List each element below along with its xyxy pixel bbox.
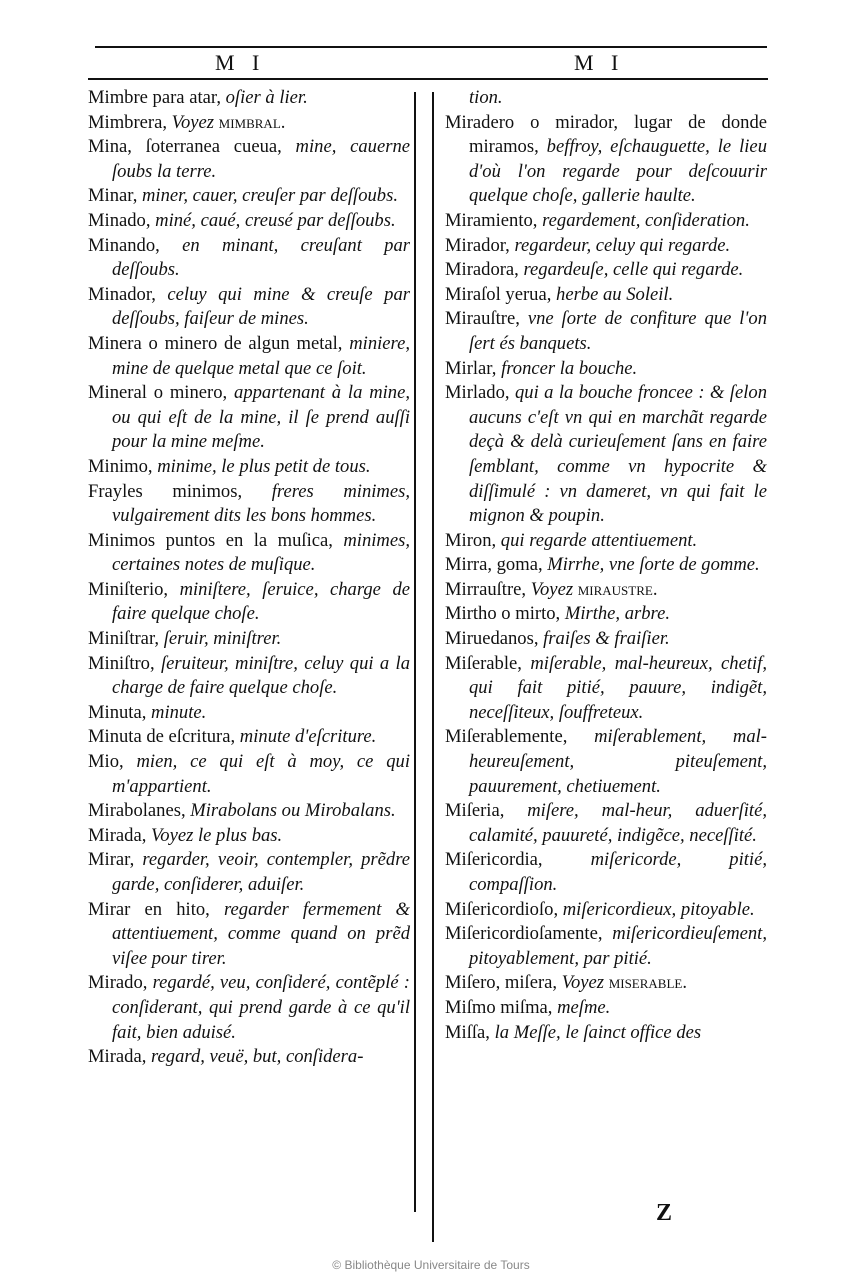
- entry-headword: Minuta de eſcritura,: [88, 726, 240, 748]
- entry-headword: Minando,: [88, 234, 183, 256]
- entry-definition: Mirrhe, vne ſorte de gomme.: [547, 554, 760, 576]
- cross-reference: miſerable.: [608, 972, 688, 994]
- entry-definition: ſeruiteur, miniſtre, celuy qui a la charge de faire quelque choſe.: [112, 652, 411, 699]
- dictionary-entry: [445, 381, 767, 529]
- entry-headword: Mirar en hito,: [88, 898, 224, 920]
- entry-headword: Miſmo miſma,: [445, 996, 558, 1018]
- dictionary-entry: [88, 184, 410, 209]
- dictionary-entry: [88, 234, 410, 283]
- dictionary-entry: [88, 332, 410, 381]
- entry-definition: miniſtere, ſeruice, charge de faire quelque choſe.: [112, 578, 410, 625]
- running-header-left: M I: [215, 50, 266, 75]
- entry-definition: vne ſorte de confiture que l'on ſert és banquets.: [469, 308, 768, 354]
- entry-definition: Voyez: [561, 972, 609, 994]
- dictionary-entry: [445, 848, 767, 897]
- entry-definition: Voyez: [530, 578, 578, 600]
- entry-definition: minime, le plus petit de tous.: [157, 455, 371, 477]
- dictionary-entry: [445, 971, 767, 996]
- entry-headword: Miſericordia,: [445, 849, 591, 871]
- entry-headword: Mirada,: [88, 824, 151, 846]
- entry-headword: Miradero o mirador, lugar de donde miramos,: [445, 111, 767, 158]
- entry-headword: Minador,: [88, 283, 168, 305]
- entry-headword: Minar,: [88, 185, 142, 207]
- entry-definition: miné, caué, creusé par deſſoubs.: [155, 209, 396, 231]
- entry-definition: fraiſes & fraiſier.: [543, 628, 670, 650]
- entry-headword: Mirada,: [88, 1046, 151, 1068]
- dictionary-entry: [88, 725, 410, 750]
- entry-definition: froncer la bouche.: [501, 357, 638, 379]
- dictionary-entry: [88, 971, 410, 1045]
- entry-headword: Mimbre para atar,: [88, 87, 226, 108]
- dictionary-entry: [88, 824, 410, 849]
- entry-definition: mien, ce qui eſt à moy, ce qui m'appartient.: [112, 751, 411, 797]
- dictionary-entry: [445, 996, 767, 1021]
- dictionary-entry: [88, 86, 410, 111]
- dictionary-entry: [445, 283, 767, 308]
- dictionary-entry: [445, 111, 767, 209]
- dictionary-entry: [88, 135, 410, 184]
- header-rule: [88, 78, 768, 80]
- entry-headword: Mirabolanes,: [88, 800, 191, 822]
- dictionary-entry: [88, 283, 410, 332]
- entry-definition: miſere, mal-heur, aduerſité, calamité, pauureté, indigẽce, neceſſité.: [469, 800, 767, 846]
- dictionary-entry: [445, 627, 767, 652]
- dictionary-entry: [445, 898, 767, 923]
- cross-reference: mimbral.: [218, 111, 286, 133]
- entry-headword: Minado,: [88, 209, 156, 231]
- entry-definition: miner, cauer, creuſer par deſſoubs.: [142, 185, 398, 207]
- dictionary-entry: [88, 381, 410, 455]
- entry-headword: Mina, ſoterranea cueua,: [88, 136, 296, 158]
- entry-headword: Miſericordioſo,: [445, 898, 563, 920]
- right-column: [445, 86, 767, 1045]
- entry-definition: appartenant à la mine, ou qui eſt de la mine, il ſe prend auſſi pour la mine meſme.: [112, 382, 410, 453]
- entry-definition: minute d'eſcriture.: [239, 726, 377, 748]
- entry-headword: Miradora,: [445, 259, 524, 281]
- dictionary-entry: [445, 652, 767, 726]
- entry-definition: qui regarde attentiuement.: [500, 529, 698, 551]
- entry-definition: Mirthe, arbre.: [564, 603, 671, 625]
- entry-definition: miſerablement, mal-heureuſement, piteuſement, pauurement, chetiuement.: [469, 726, 767, 797]
- entry-headword: Frayles minimos,: [88, 480, 272, 502]
- entry-definition: miſericordieuſement, pitoyablement, par pitié.: [469, 923, 767, 969]
- entry-headword: Minera o minero de algun metal,: [88, 332, 350, 354]
- entry-definition: miniere, mine de quelque metal que ce ſoit.: [112, 332, 410, 379]
- dictionary-entry: [445, 725, 767, 799]
- top-rule: [95, 46, 767, 48]
- dictionary-entry: [88, 848, 410, 897]
- entry-headword: Minimo,: [88, 455, 158, 477]
- entry-definition: miſerable, mal-heureux, chetif, qui fait pitié, pauure, indigẽt, neceſſiteux, ſouffreteux.: [469, 652, 767, 723]
- dictionary-entry: [88, 111, 410, 136]
- entry-definition: regarder fermement & attentiuement, comme quand on prẽd viſee pour tirer.: [112, 898, 410, 969]
- entry-definition: regardeur, celuy qui regarde.: [514, 234, 731, 256]
- dictionary-entry: [445, 529, 767, 554]
- copyright-notice: © Bibliothèque Universitaire de Tours: [332, 1258, 530, 1272]
- entry-headword: Mimbrera,: [88, 111, 172, 133]
- dictionary-entry: [445, 922, 767, 971]
- dictionary-entry: [88, 898, 410, 972]
- dictionary-entry: [445, 307, 767, 356]
- entry-headword: Minimos puntos en la muſica,: [88, 529, 344, 551]
- dictionary-entry: [445, 578, 767, 603]
- entry-definition: Voyez: [171, 111, 219, 133]
- entry-headword: Miron,: [445, 529, 501, 551]
- dictionary-entry: [88, 701, 410, 726]
- dictionary-entry: [88, 578, 410, 627]
- entry-headword: Miraſol yerua,: [445, 283, 557, 305]
- running-header-right: M I: [574, 50, 625, 75]
- entry-headword: Miſerablemente,: [445, 726, 595, 748]
- signature-mark: Z: [656, 1200, 673, 1226]
- entry-headword: Miſero, miſera,: [445, 972, 562, 994]
- entry-definition: regarder, veoir, contempler, prẽdre garde, conſiderer, aduiſer.: [112, 849, 410, 895]
- column-divider-right: [432, 92, 434, 1242]
- cross-reference: mirauſtre.: [577, 578, 658, 600]
- dictionary-entry: [445, 799, 767, 848]
- dictionary-entry: [88, 1045, 410, 1070]
- entry-definition: oſier à lier.: [225, 87, 308, 108]
- entry-definition: celuy qui mine & creuſe par deſſoubs, faiſeur de mines.: [112, 283, 410, 330]
- entry-headword: Mirador,: [445, 234, 515, 256]
- entry-headword: Miniſtrar,: [88, 628, 164, 650]
- left-column: [88, 86, 410, 1070]
- entry-definition: minimes, certaines notes de muſique.: [112, 529, 410, 576]
- dictionary-entry: [445, 553, 767, 578]
- entry-headword: Mirado,: [88, 972, 153, 994]
- dictionary-entry: [445, 602, 767, 627]
- entry-headword: Miſeria,: [445, 800, 528, 822]
- entry-definition: Mirabolans ou Mirobalans.: [190, 800, 396, 822]
- dictionary-entry: [88, 455, 410, 480]
- entry-headword: Mineral o minero,: [88, 382, 235, 404]
- dictionary-entry: [88, 799, 410, 824]
- entry-continuation: tion.: [469, 87, 503, 108]
- dictionary-entry: [88, 529, 410, 578]
- entry-headword: Mio,: [88, 751, 137, 773]
- entry-headword: Miniſterio,: [88, 578, 180, 600]
- entry-definition: meſme.: [557, 996, 611, 1018]
- dictionary-entry: [445, 234, 767, 259]
- entry-headword: Mirlar,: [445, 357, 502, 379]
- entry-headword: Mirtho o mirto,: [445, 603, 565, 625]
- entry-headword: Miſerable,: [445, 652, 531, 674]
- entry-definition: beffroy, eſchauguette, le lieu d'où l'on regarde pour deſcouurir quelque choſe, gallerie haulte.: [469, 136, 767, 207]
- column-divider-left: [414, 92, 416, 1212]
- entry-definition: ſeruir, miniſtrer.: [163, 628, 282, 650]
- entry-definition: regardé, veu, conſideré, contẽplé : conſiderant, qui prend garde à ce qu'il fait, bien aduisé.: [112, 972, 410, 1043]
- entry-headword: Mirlado,: [445, 382, 515, 404]
- entry-headword: Mirauſtre,: [445, 308, 528, 330]
- entry-definition: minute.: [151, 701, 207, 723]
- entry-headword: Minuta,: [88, 701, 152, 723]
- entry-definition: mine, cauerne ſoubs la terre.: [112, 136, 410, 182]
- entry-definition: regard, veuë, but, conſidera-: [151, 1046, 364, 1068]
- entry-definition: herbe au Soleil.: [556, 283, 674, 305]
- entry-definition: miſericordieux, pitoyable.: [562, 898, 755, 920]
- dictionary-entry: [445, 1021, 767, 1046]
- entry-headword: Miramiento,: [445, 209, 543, 231]
- entry-definition: Voyez le plus bas.: [151, 824, 283, 846]
- entry-headword: Mirra, goma,: [445, 554, 548, 576]
- dictionary-entry: [445, 209, 767, 234]
- entry-headword: Mirrauſtre,: [445, 578, 531, 600]
- dictionary-entry: [88, 480, 410, 529]
- entry-definition: freres minimes, vulgairement dits les bons hommes.: [112, 480, 410, 527]
- entry-definition: regardeuſe, celle qui regarde.: [523, 259, 744, 281]
- dictionary-entry: [88, 750, 410, 799]
- entry-definition: en minant, creuſant par deſſoubs.: [112, 234, 410, 281]
- entry-headword: Mirar,: [88, 849, 143, 871]
- entry-headword: Miruedanos,: [445, 628, 544, 650]
- entry-definition: qui a la bouche froncee : & ſelon aucuns c'eſt vn qui en marchãt regarde deçà & delà curieuſement ſans en faire ſemblant, comme vn hypocrite & diſſimulé : vn dameret, vn qui fait le mignon & poupin.: [469, 382, 767, 527]
- entry-headword: Miniſtro,: [88, 652, 161, 674]
- dictionary-entry: [88, 209, 410, 234]
- entry-headword: Miſericordioſamente,: [445, 923, 613, 945]
- dictionary-entry: [88, 627, 410, 652]
- dictionary-entry: [88, 652, 410, 701]
- entry-definition: regardement, conſideration.: [542, 209, 750, 231]
- dictionary-entry: [445, 258, 767, 283]
- entry-definition: la Meſſe, le ſainct office des: [494, 1021, 702, 1043]
- dictionary-entry: [445, 357, 767, 382]
- entry-definition: miſericorde, pitié, compaſſion.: [469, 849, 767, 895]
- entry-headword: Miſſa,: [445, 1021, 495, 1043]
